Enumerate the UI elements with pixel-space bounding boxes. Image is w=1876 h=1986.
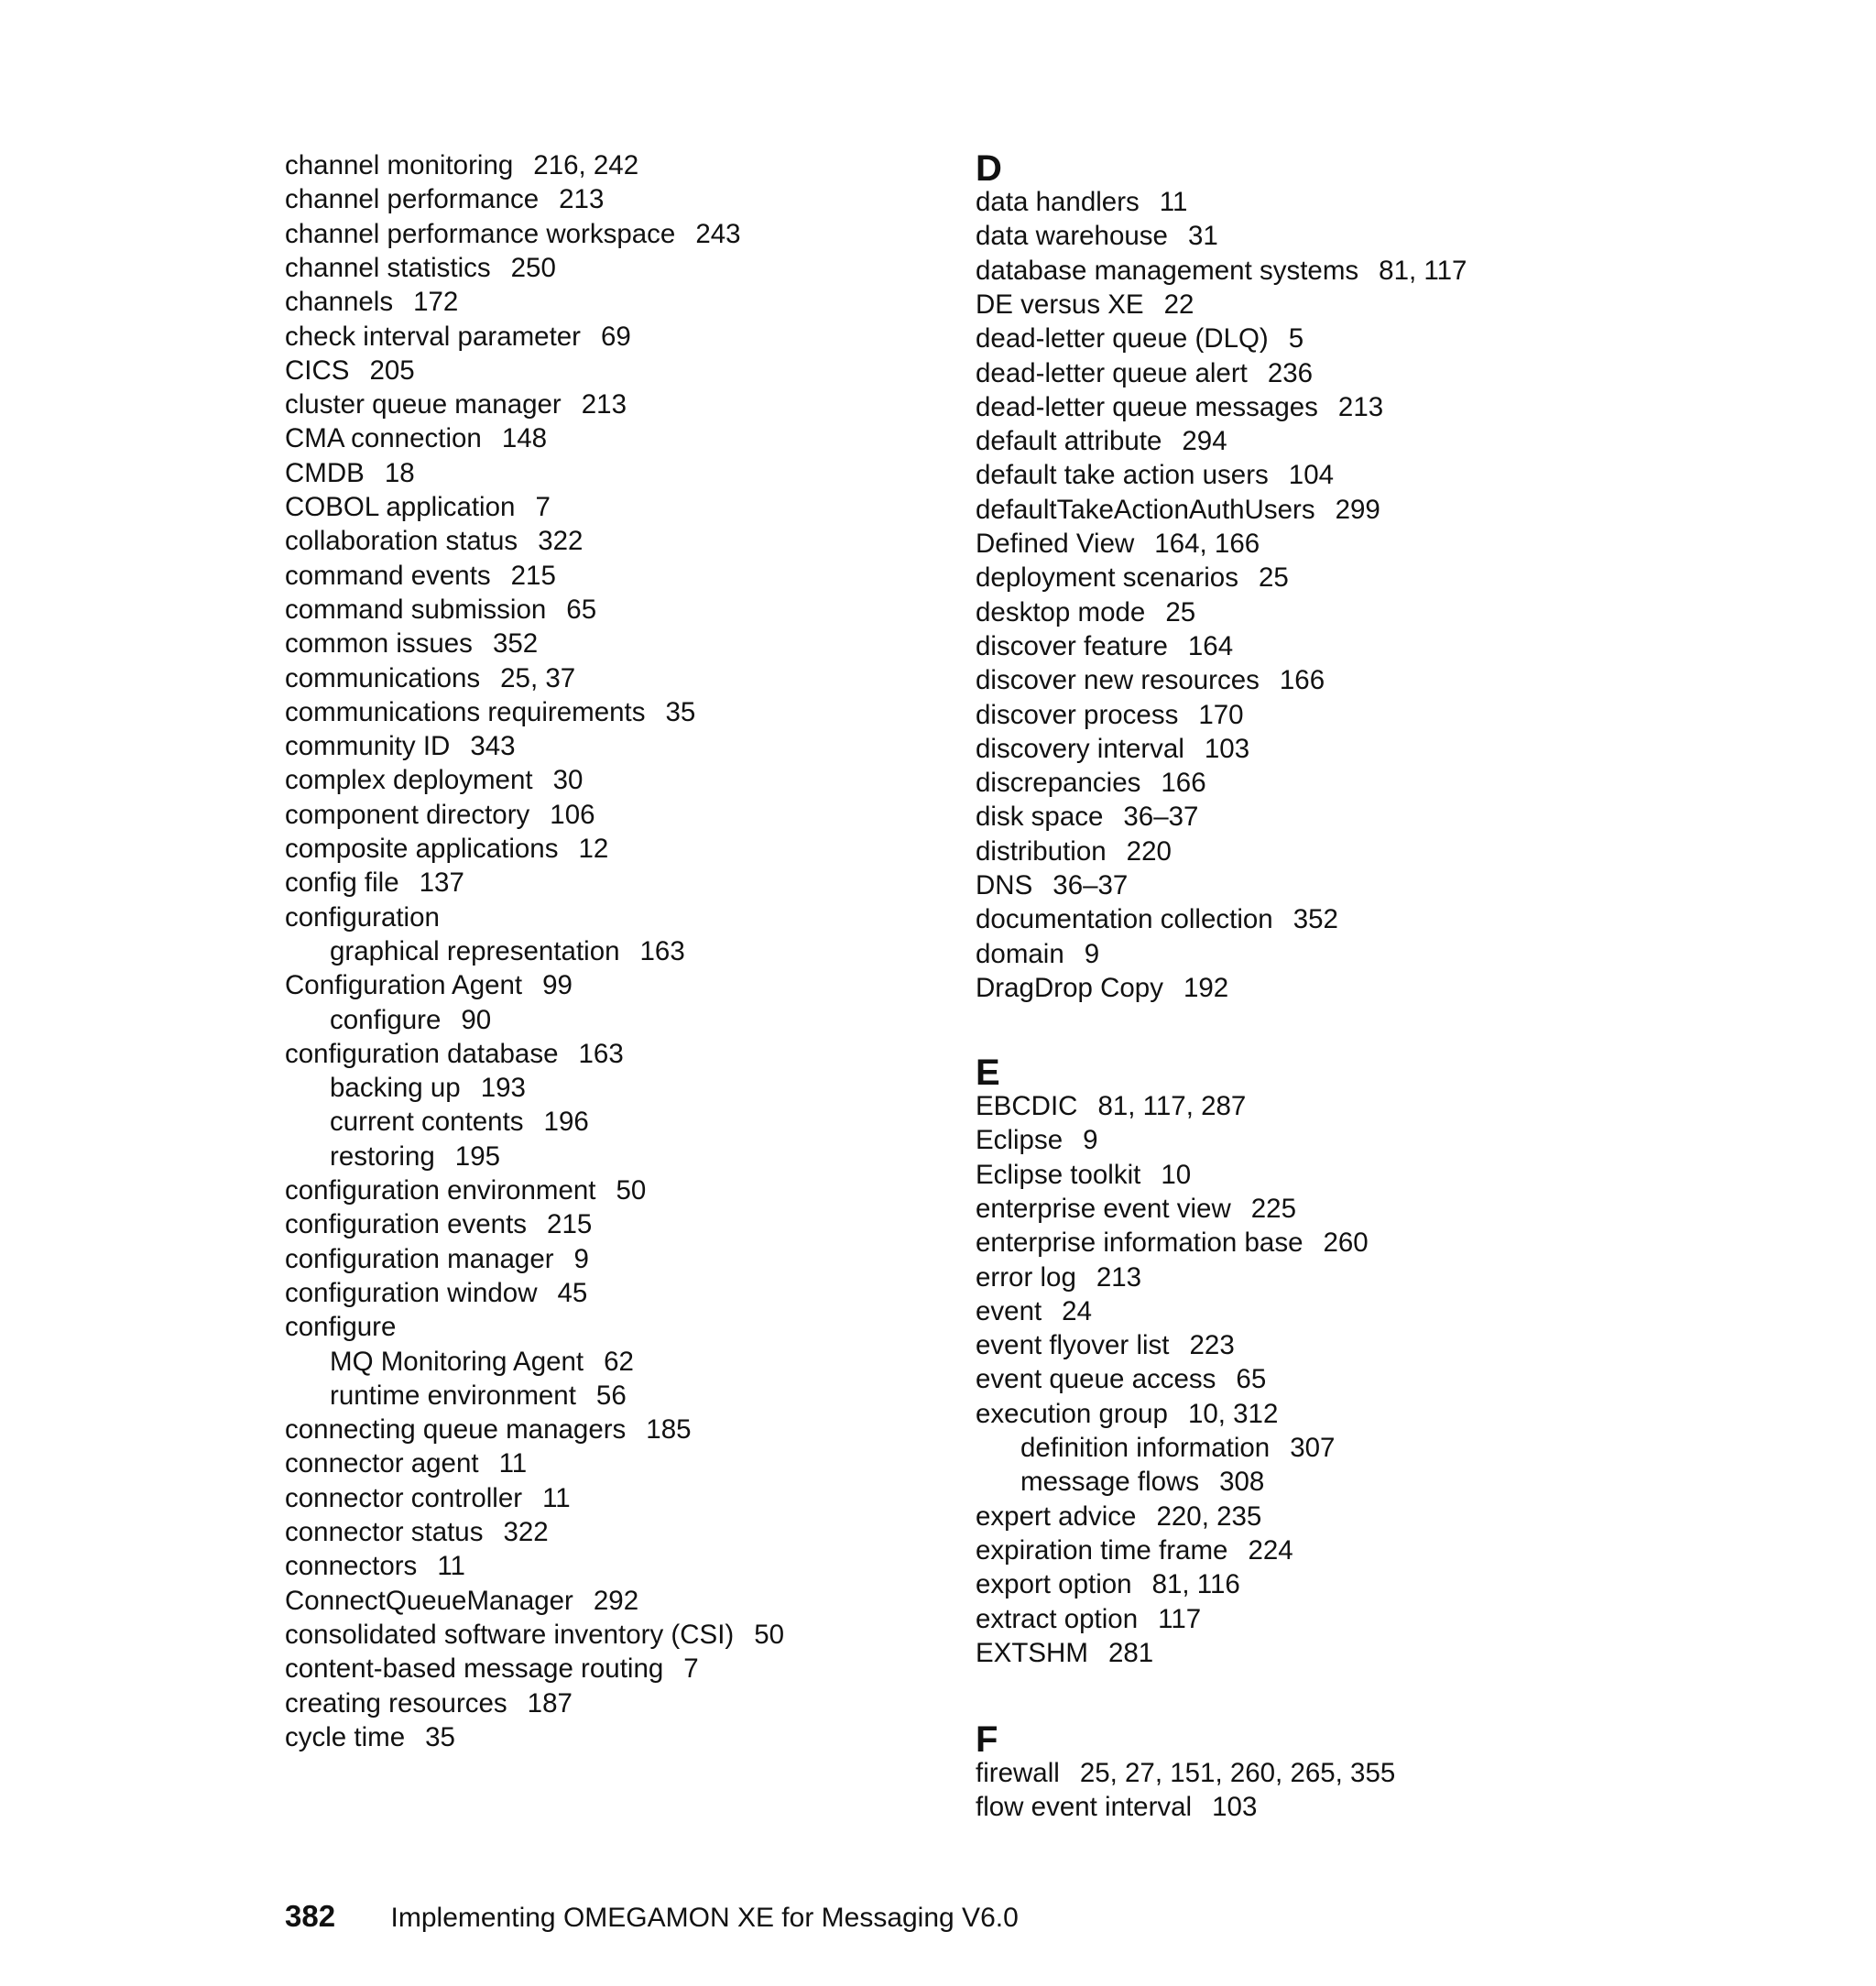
index-term: dead-letter queue alert [976,357,1248,388]
index-term: message flows [1020,1467,1200,1498]
index-page-refs: 205 [369,355,415,386]
index-term: event queue access [976,1364,1216,1395]
index-page-refs: 50 [616,1175,647,1206]
index-page-refs: 292 [593,1585,639,1616]
index-page-refs: 216, 242 [533,150,639,180]
index-term: check interval parameter [285,321,582,352]
index-term: complex deployment [285,765,533,796]
index-page-refs: 12 [578,834,609,864]
index-term: CMDB [285,457,365,488]
index-page-refs: 164, 166 [1154,529,1260,559]
index-page-refs: 187 [527,1687,573,1719]
index-term: connector agent [285,1448,479,1479]
index-page-refs: 213 [581,389,627,420]
index-entry [285,1720,455,1754]
index-page-refs: 299 [1335,494,1380,525]
index-entry [285,354,415,387]
page-number: 382 [285,1899,336,1933]
index-term: creating resources [285,1687,507,1719]
index-page-refs: 215 [510,560,556,591]
index-page-refs: 260 [1323,1228,1369,1259]
index-term: configure [330,1004,442,1035]
index-term: connectors [285,1551,418,1582]
index-page-refs: 81, 116 [1151,1569,1240,1600]
index-term: disk space [976,802,1104,833]
index-page-refs: 193 [480,1073,526,1104]
index-page-refs: 104 [1288,460,1335,491]
index-term: dead-letter queue (DLQ) [976,323,1269,355]
index-subentry [330,934,685,968]
index-entry [976,1192,1296,1226]
index-entry [976,288,1194,322]
index-entry [976,1756,1395,1790]
index-page-refs: 18 [384,457,415,488]
book-title: Implementing OMEGAMON XE for Messaging V6.0 [390,1903,1019,1933]
index-page-refs: 172 [413,287,459,318]
index-page-refs: 322 [503,1517,549,1547]
index-page-refs: 62 [604,1346,634,1377]
index-subentry [1020,1431,1335,1465]
index-entry [285,1481,571,1515]
index-term: discover process [976,699,1179,730]
index-entry [976,1328,1235,1362]
index-entry [285,627,538,660]
page-footer [285,1898,1019,1941]
index-term: Eclipse [976,1125,1063,1156]
index-entry [976,1636,1153,1670]
index-entry [976,1533,1293,1567]
index-entry [976,322,1303,355]
index-entry [285,695,695,729]
index-term: definition information [1020,1433,1271,1463]
index-page-refs: 25, 37 [500,662,576,693]
index-term: common issues [285,628,473,660]
index-page-refs: 170 [1198,699,1244,730]
index-term: content-based message routing [285,1653,664,1685]
index-page-refs: 225 [1250,1193,1296,1224]
index-entry [285,1037,624,1071]
index-page-refs: 185 [646,1414,692,1446]
index-entry [976,1226,1369,1260]
index-page-refs: 9 [1083,1125,1098,1156]
index-entry [976,766,1206,800]
index-page-refs: 223 [1189,1330,1235,1361]
section-letter-heading: F [976,1719,998,1760]
index-entry [285,798,595,832]
index-entry [285,456,415,490]
index-page-refs: 11 [1159,187,1188,217]
index-term: connector controller [285,1482,523,1513]
index-entry [976,254,1467,288]
index-term: error log [976,1261,1076,1293]
index-term: restoring [330,1140,435,1172]
index-term: backing up [330,1073,461,1104]
index-entry [976,527,1260,561]
index-entry [285,763,583,797]
index-entry [976,1397,1278,1431]
index-term: community ID [285,731,451,762]
index-term: configuration environment [285,1175,596,1206]
index-term: export option [976,1569,1132,1600]
index-page-refs: 224 [1248,1534,1293,1566]
index-page-refs: 25 [1165,596,1196,627]
index-page-refs: 25 [1258,562,1289,594]
index-term: event [976,1295,1042,1326]
index-entry [976,493,1380,527]
section-letter-heading: D [976,148,1002,189]
index-subentry [1020,1465,1264,1499]
index-term: desktop mode [976,596,1146,627]
index-term: COBOL application [285,492,516,522]
index-term: current contents [330,1107,524,1138]
index-entry [285,1549,465,1583]
index-entry [285,217,741,251]
index-entry [976,902,1338,936]
index-page-refs: 148 [501,423,548,454]
index-term: expert advice [976,1500,1137,1532]
index-entry [976,458,1334,492]
index-term: communications [285,662,481,693]
index-page-refs: 69 [601,321,631,352]
index-entry [285,1173,646,1207]
index-entry [285,832,608,866]
index-page-refs: 7 [535,492,551,522]
index-entry [976,732,1249,766]
index-term: ConnectQueueManager [285,1585,573,1616]
index-entry [976,219,1218,253]
index-term: DragDrop Copy [976,972,1163,1003]
index-term: expiration time frame [976,1534,1228,1566]
index-term: event flyover list [976,1330,1170,1361]
index-page-refs: 65 [566,594,597,625]
index-entry [976,698,1244,732]
index-entry [976,1123,1098,1157]
index-term: data warehouse [976,221,1168,252]
index-term: composite applications [285,834,559,864]
index-page-refs: 35 [425,1721,455,1752]
index-entry [976,629,1233,663]
index-page-refs: 81, 117, 287 [1097,1091,1247,1121]
index-term: channel performance [285,184,540,215]
index-page-refs: 166 [1279,665,1325,696]
index-entry [285,148,638,182]
index-term: execution group [976,1398,1168,1429]
index-entry [285,251,556,285]
index-page-refs: 307 [1290,1433,1336,1463]
index-term: connecting queue managers [285,1414,627,1446]
index-page-refs: 103 [1204,733,1250,764]
index-page-refs: 45 [557,1277,588,1308]
index-page-refs: 294 [1182,426,1227,457]
index-entry [285,1413,692,1446]
index-page-refs: 220 [1126,835,1172,867]
index-term: configure [285,1312,397,1343]
index-entry [285,1686,573,1720]
index-entry [285,285,458,319]
index-term: channel performance workspace [285,218,676,249]
index-page-refs: 7 [683,1653,699,1685]
index-page-refs: 10 [1161,1159,1192,1190]
index-page-refs: 196 [543,1107,589,1138]
index-page-refs: 35 [665,696,696,727]
index-page-refs: 308 [1219,1467,1265,1498]
index-term: graphical representation [330,935,620,966]
index-page-refs: 343 [470,731,516,762]
index-entry [976,835,1172,868]
index-entry [285,900,440,934]
index-term: CMA connection [285,423,482,454]
index-subentry [330,1003,491,1037]
index-term: collaboration status [285,526,518,557]
index-page-refs: 31 [1187,221,1218,252]
index-subentry [330,1379,627,1413]
index-entry [976,800,1198,834]
index-subentry [330,1140,500,1173]
index-page-refs: 11 [437,1551,465,1582]
index-page-refs: 213 [1096,1261,1142,1293]
index-term: dead-letter queue messages [976,391,1318,422]
index-term: channels [285,287,394,318]
index-term: MQ Monitoring Agent [330,1346,584,1377]
index-page-refs: 22 [1163,289,1194,320]
index-term: default take action users [976,460,1269,491]
index-entry [285,729,516,763]
index-entry [976,1260,1141,1294]
index-entry [976,390,1383,424]
index-term: discover new resources [976,665,1260,696]
index-page-refs: 213 [1337,391,1384,422]
index-entry [285,490,551,524]
index-page-refs: 56 [595,1380,627,1411]
index-page-refs: 99 [542,970,573,1001]
index-term: runtime environment [330,1380,576,1411]
index-term: cluster queue manager [285,389,562,420]
index-page-refs: 215 [547,1209,593,1240]
index-entry [285,182,604,216]
index-entry [976,1790,1257,1824]
index-term: configuration manager [285,1243,554,1274]
index-entry [285,593,596,627]
index-page-refs: 5 [1288,323,1304,355]
index-page-refs: 36–37 [1123,802,1199,833]
index-entry [976,1567,1240,1601]
index-page-refs: 195 [454,1140,501,1172]
index-entry [285,1652,699,1686]
index-term: documentation collection [976,904,1273,935]
index-term: default attribute [976,426,1162,457]
index-term: extract option [976,1603,1139,1634]
index-entry [976,1362,1266,1396]
index-subentry [330,1345,634,1379]
index-page-refs: 236 [1267,357,1314,388]
index-page-refs: 103 [1212,1792,1258,1823]
index-entry [285,1276,587,1310]
index-entry [285,524,583,558]
index-page-refs: 24 [1062,1295,1092,1326]
index-entry [976,595,1195,629]
index-page-refs: 281 [1107,1637,1154,1668]
index-term: DE versus XE [976,289,1144,320]
index-term: cycle time [285,1721,406,1752]
index-page-refs: 10, 312 [1187,1398,1279,1429]
index-subentry [330,1071,526,1105]
index-page-refs: 117 [1158,1603,1202,1634]
index-entry [976,185,1187,219]
index-page-refs: 90 [461,1004,492,1035]
index-entry [285,1618,784,1652]
index-entry [976,663,1325,697]
index-term: Defined View [976,529,1135,559]
index-entry [285,1446,527,1480]
index-entry [285,559,556,593]
index-entry [976,971,1228,1005]
index-entry [285,968,573,1002]
index-term: command submission [285,594,547,625]
index-term: configuration database [285,1038,559,1069]
index-term: configuration [285,901,440,933]
index-subentry [330,1105,589,1139]
index-page-refs: 36–37 [1053,870,1129,900]
index-term: EBCDIC [976,1091,1078,1121]
index-term: discovery interval [976,733,1184,764]
index-term: deployment scenarios [976,562,1238,594]
index-entry [976,1500,1261,1533]
index-term: Eclipse toolkit [976,1159,1141,1190]
index-entry [285,661,575,695]
index-page-refs: 30 [552,765,584,796]
index-entry [285,421,547,455]
index-page-refs: 81, 117 [1379,255,1467,286]
index-term: communications requirements [285,696,646,727]
index-term: data handlers [976,187,1140,217]
index-page-refs: 137 [419,868,464,899]
index-term: enterprise event view [976,1193,1231,1224]
index-term: domain [976,938,1064,969]
index-page-refs: 220, 235 [1156,1500,1262,1532]
index-page-refs: 243 [695,218,741,249]
index-term: consolidated software inventory (CSI) [285,1619,735,1650]
index-term: discrepancies [976,768,1141,799]
index-entry [976,1089,1246,1123]
index-entry [285,866,464,900]
index-entry [285,1584,638,1618]
index-term: enterprise information base [976,1228,1303,1259]
index-entry [976,1294,1092,1328]
index-term: CICS [285,355,350,386]
index-page-refs: 250 [510,252,556,283]
index-term: component directory [285,799,530,830]
index-term: command events [285,560,491,591]
index-entry [285,320,631,354]
index-term: distribution [976,835,1107,867]
index-term: defaultTakeActionAuthUsers [976,494,1315,525]
index-term: Configuration Agent [285,970,523,1001]
index-entry [976,1602,1201,1636]
index-entry [976,561,1289,595]
index-page-refs: 213 [559,184,605,215]
index-entry [285,387,627,421]
index-page-refs: 352 [492,628,539,660]
index-page-refs: 192 [1183,972,1229,1003]
index-page-refs: 164 [1187,630,1234,661]
index-page-refs: 163 [639,935,685,966]
index-entry [976,356,1313,390]
index-entry [976,937,1099,971]
index-entry [285,1242,589,1276]
index-page-refs: 11 [542,1482,571,1513]
index-term: configuration events [285,1209,528,1240]
index-term: flow event interval [976,1792,1193,1823]
index-page-refs: 65 [1236,1364,1267,1395]
index-entry [976,868,1128,902]
index-page-refs: 352 [1292,904,1338,935]
index-term: config file [285,868,399,899]
section-letter-heading: E [976,1053,1000,1093]
index-entry [285,1207,592,1241]
index-term: EXTSHM [976,1637,1088,1668]
index-entry [976,1158,1191,1192]
index-page-refs: 322 [538,526,584,557]
index-page-refs: 25, 27, 151, 260, 265, 355 [1079,1758,1396,1788]
index-page-refs: 50 [754,1619,785,1650]
index-page-refs: 166 [1161,768,1206,799]
index-term: firewall [976,1758,1060,1788]
index-entry [285,1310,396,1344]
index-entry [976,424,1227,458]
index-term: connector status [285,1517,484,1547]
index-term: channel monitoring [285,150,514,180]
index-page-refs: 11 [498,1448,528,1479]
index-term: DNS [976,870,1033,900]
index-page-refs: 106 [550,799,595,830]
index-term: database management systems [976,255,1359,286]
index-term: channel statistics [285,252,491,283]
index-page-refs: 9 [573,1243,589,1274]
index-entry [285,1515,549,1549]
index-term: configuration window [285,1277,538,1308]
index-term: discover feature [976,630,1168,661]
index-page-refs: 9 [1084,938,1100,969]
index-page-refs: 163 [578,1038,624,1069]
